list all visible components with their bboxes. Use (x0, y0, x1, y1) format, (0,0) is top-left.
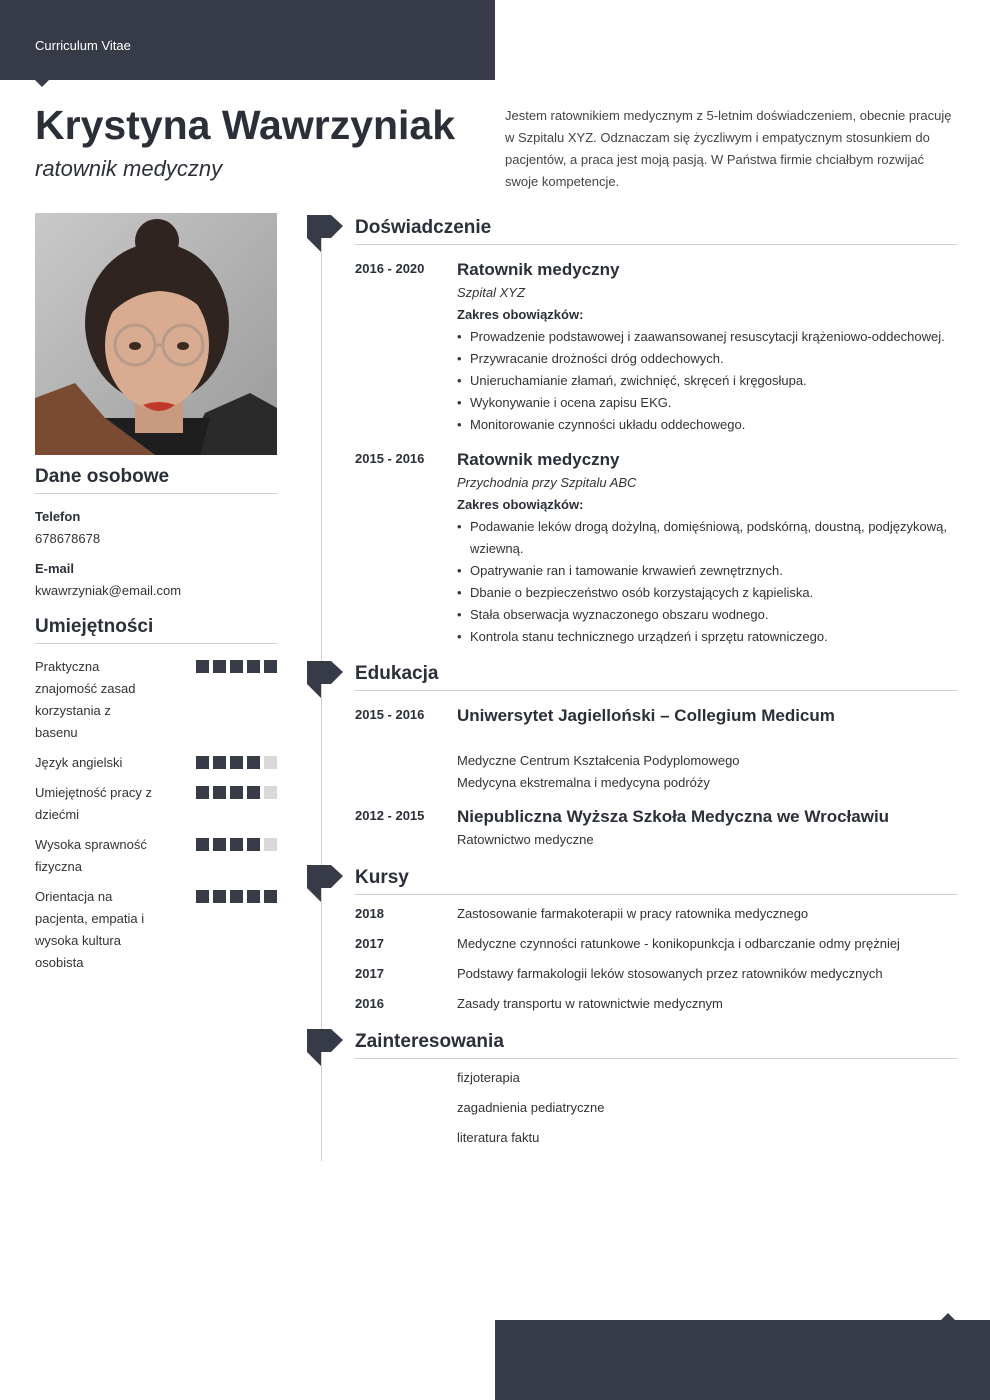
course-name: Zastosowanie farmakoterapii w pracy ratownika medycznego (457, 906, 809, 921)
skill-level-filled (196, 756, 209, 769)
job-employer: Przychodnia przy Szpitalu ABC (457, 475, 637, 490)
skill-level-filled (230, 660, 243, 673)
interest-item: fizjoterapia (457, 1070, 520, 1085)
skill-level-filled (230, 786, 243, 799)
profile-summary: Jestem ratownikiem medycznym z 5-letnim doświadczeniem, obecnie pracuję w Szpitalu XYZ. Odznaczam się życzliwym i empatycznym stosunkiem do pacjentów, a praca jest moją pasją. W Państwa firmie chciałbym rozwijać swoje kompetencje. (505, 108, 952, 189)
education-date: 2012 - 2015 (355, 808, 425, 823)
skill-level (196, 838, 277, 851)
course-year: 2017 (355, 936, 384, 951)
duty-item: • Stała obserwacja wyznaczonego obszaru wodnego. (457, 604, 957, 626)
course-row (355, 929, 957, 959)
skill-level-filled (247, 756, 260, 769)
profile-photo (35, 213, 277, 455)
footer-notch (941, 1313, 955, 1320)
left-column (35, 466, 277, 982)
interest-item: literatura faktu (457, 1130, 540, 1145)
course-row (355, 959, 957, 989)
section-flag-icon (307, 865, 343, 903)
job-date: 2016 - 2020 (355, 261, 425, 276)
education-entry (355, 704, 957, 794)
duty-item: • Unieruchamianie złamań, zwichnięć, skręceń i kręgosłupa. (457, 370, 957, 392)
skill-level-empty (264, 838, 277, 851)
skill-level (196, 756, 277, 769)
skill-level (196, 786, 277, 799)
duties-list (457, 326, 957, 436)
section-flag-icon (307, 215, 343, 253)
job-employer: Szpital XYZ (457, 285, 525, 300)
course-year: 2017 (355, 966, 384, 981)
duties-list (457, 516, 957, 648)
skill-name: Umiejętność pracy z dziećmi (35, 785, 153, 822)
skill-row (35, 782, 277, 826)
skill-level-filled (213, 786, 226, 799)
skill-level-filled (247, 890, 260, 903)
courses-section (307, 865, 957, 1019)
education-entry (355, 805, 957, 851)
duty-item: • Wykonywanie i ocena zapisu EKG. (457, 392, 957, 414)
skill-level-filled (230, 756, 243, 769)
phone-value: 678678678 (35, 531, 101, 546)
email-label: E-mail (35, 561, 75, 576)
interest-item: zagadnienia pediatryczne (457, 1100, 605, 1115)
skill-name: Język angielski (35, 755, 123, 770)
footer-band (495, 1320, 990, 1400)
duty-item: • Podawanie leków drogą dożylną, domięśniową, podskórną, doustną, podjęzykową, wziewną. (457, 516, 957, 560)
job-title: Ratownik medyczny (457, 450, 620, 469)
interests-heading: Zainteresowania (355, 1029, 957, 1059)
interest-row (355, 1063, 957, 1093)
header-notch (35, 80, 49, 87)
courses-heading: Kursy (355, 865, 957, 895)
skills-list (35, 656, 277, 974)
skill-level-filled (213, 756, 226, 769)
section-flag-icon (307, 661, 343, 699)
skill-level-filled (196, 890, 209, 903)
course-name: Zasady transportu w ratownictwie medycznym (457, 996, 723, 1011)
education-date: 2015 - 2016 (355, 707, 425, 722)
skill-level-filled (247, 838, 260, 851)
course-name: Medyczne czynności ratunkowe - konikopunkcja i odbarczanie odmy prężniej (457, 936, 900, 951)
job-entry (355, 448, 957, 648)
duty-item: • Opatrywanie ran i tamowanie krwawień zewnętrznych. (457, 560, 957, 582)
skill-level-empty (264, 786, 277, 799)
skill-level-filled (213, 890, 226, 903)
skill-level-filled (230, 890, 243, 903)
phone-label: Telefon (35, 509, 81, 524)
candidate-name: Krystyna Wawrzyniak (35, 102, 456, 148)
education-detail: Ratownictwo medyczne (457, 832, 594, 847)
duties-label: Zakres obowiązków: (457, 497, 584, 512)
job-date: 2015 - 2016 (355, 451, 425, 466)
skill-level-filled (196, 660, 209, 673)
interest-row (355, 1093, 957, 1123)
course-name: Podstawy farmakologii leków stosowanych przez ratowników medycznych (457, 966, 883, 981)
skill-level-filled (264, 660, 277, 673)
course-row (355, 899, 957, 929)
skill-level-filled (213, 660, 226, 673)
course-year: 2016 (355, 996, 384, 1011)
skill-level-filled (196, 838, 209, 851)
skill-level-filled (230, 838, 243, 851)
skill-name: Orientacja na pacjenta, empatia i wysoka kultura osobista (35, 889, 145, 970)
interest-row (355, 1123, 957, 1153)
skill-level-filled (247, 786, 260, 799)
header-band (0, 0, 495, 80)
skill-level (196, 890, 277, 903)
interests-section (307, 1029, 957, 1153)
skill-level-filled (213, 838, 226, 851)
experience-heading: Doświadczenie (355, 215, 957, 245)
course-row (355, 989, 957, 1019)
document-label: Curriculum Vitae (35, 38, 131, 53)
school-name: Niepubliczna Wyższa Szkoła Medyczna we Wrocławiu (457, 807, 890, 826)
education-detail: Medyczne Centrum Kształcenia Podyplomowego (457, 753, 740, 768)
school-name: Uniwersytet Jagielloński – Collegium Medicum (457, 706, 835, 725)
skill-row (35, 886, 277, 974)
skill-level-filled (196, 786, 209, 799)
duty-item: • Przywracanie drożności dróg oddechowych. (457, 348, 957, 370)
skill-name: Praktyczna znajomość zasad korzystania z basenu (35, 659, 136, 740)
portrait-image (35, 213, 277, 455)
personal-data-heading: Dane osobowe (35, 466, 277, 494)
skill-level-empty (264, 756, 277, 769)
course-year: 2018 (355, 906, 384, 921)
section-flag-icon (307, 1029, 343, 1067)
duty-item: • Dbanie o bezpieczeństwo osób korzystających z kąpieliska. (457, 582, 957, 604)
job-entry (355, 258, 957, 436)
skill-name: Wysoka sprawność fizyczna (35, 837, 147, 874)
skill-level-filled (264, 890, 277, 903)
education-section (307, 661, 957, 851)
skill-row (35, 656, 277, 744)
job-title: Ratownik medyczny (457, 260, 620, 279)
duty-item: • Prowadzenie podstawowej i zaawansowanej resuscytacji krążeniowo-oddechowej. (457, 326, 957, 348)
skill-row (35, 752, 277, 774)
duties-label: Zakres obowiązków: (457, 307, 584, 322)
email-value: kwawrzyniak@email.com (35, 583, 182, 598)
skills-heading: Umiejętności (35, 616, 277, 644)
skill-level (196, 660, 277, 673)
skill-level-filled (247, 660, 260, 673)
experience-section (307, 215, 957, 648)
duty-item: • Kontrola stanu technicznego urządzeń i sprzętu ratowniczego. (457, 626, 957, 648)
education-detail: Medycyna ekstremalna i medycyna podróży (457, 775, 710, 790)
skill-row (35, 834, 277, 878)
duty-item: • Monitorowanie czynności układu oddechowego. (457, 414, 957, 436)
job-title: ratownik medyczny (35, 156, 223, 181)
education-heading: Edukacja (355, 661, 957, 691)
